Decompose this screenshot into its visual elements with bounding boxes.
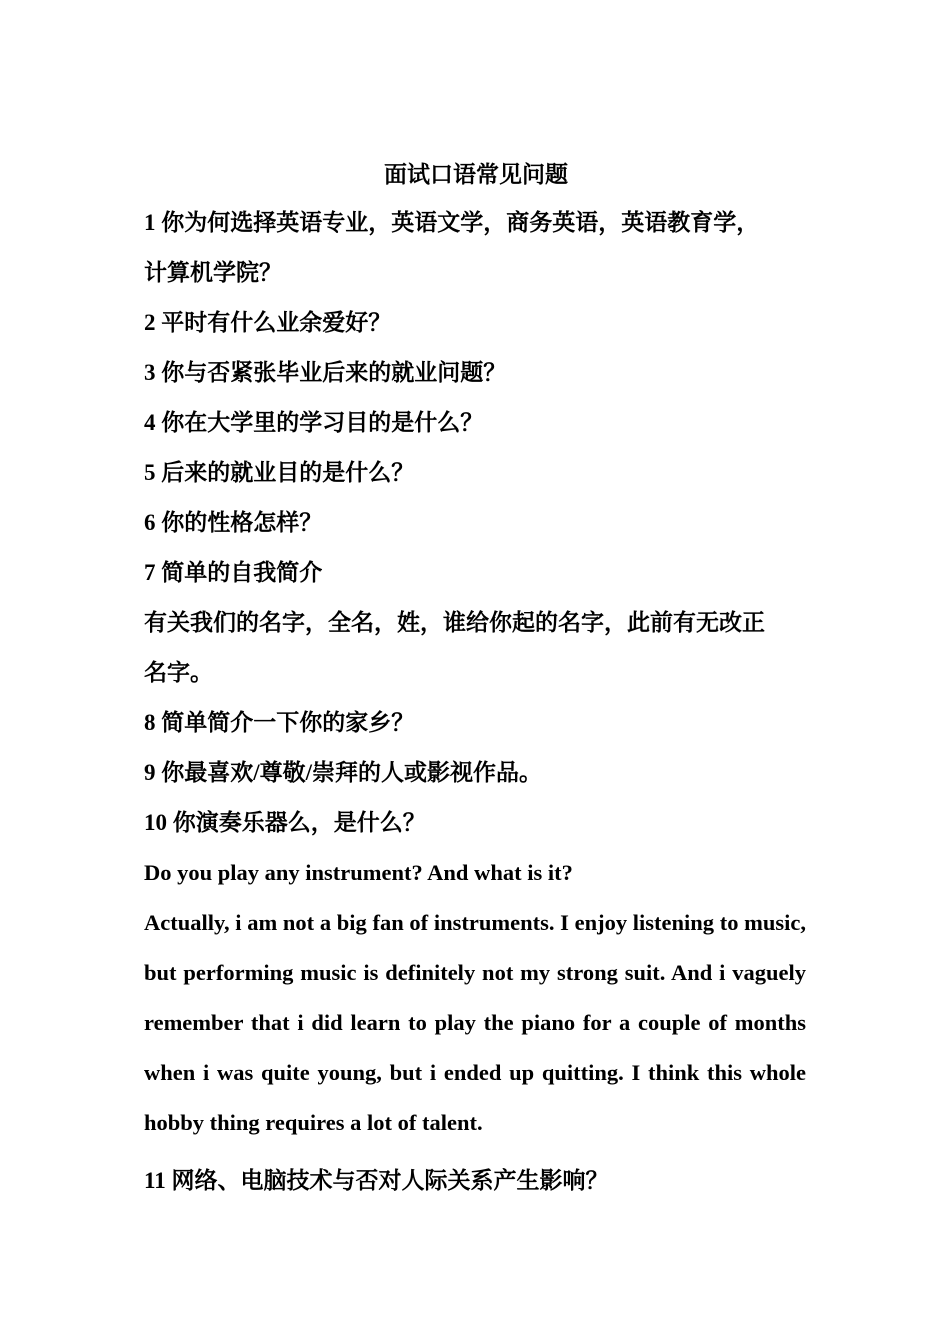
document-title: 面试口语常见问题 [384,162,568,187]
question-8: 8 简单简介一下你的家乡？ [144,710,415,735]
question-7-note-line-2: 名字。 [144,660,213,685]
question-11: 11 网络、电脑技术与否对人际关系产生影响？ [144,1168,609,1193]
question-1-line-1: 1 你为何选择英语专业，英语文学，商务英语，英语教育学， [144,210,760,235]
document-body [144,152,806,1206]
question-10-english: Do you play any instrument? And what is it? [144,860,573,885]
question-7: 7 简单的自我简介 [144,560,323,585]
question-10-answer: Actually, i am not a big fan of instruments. I enjoy listening to music, but performing music is definitely not my strong suit. And i vaguely remember that i did learn to play the piano for a couple of months when i was quite young, but i ended up quitting. I think this whole hobby thing requires a lot of talent. [144,910,806,1135]
question-9: 9 你最喜欢/尊敬/崇拜的人或影视作品。 [144,760,543,785]
question-6: 6 你的性格怎样？ [144,510,323,535]
question-2: 2 平时有什么业余爱好？ [144,310,392,335]
paragraph-gap [144,1148,806,1156]
question-7-note-line-1: 有关我们的名字，全名，姓，谁给你起的名字，此前有无改正 [144,610,765,635]
question-5: 5 后来的就业目的是什么？ [144,460,415,485]
question-4: 4 你在大学里的学习目的是什么？ [144,410,484,435]
question-3: 3 你与否紧张毕业后来的就业问题？ [144,360,507,385]
question-1-line-2: 计算机学院？ [144,260,282,285]
question-10: 10 你演奏乐器么，是什么？ [144,810,426,835]
